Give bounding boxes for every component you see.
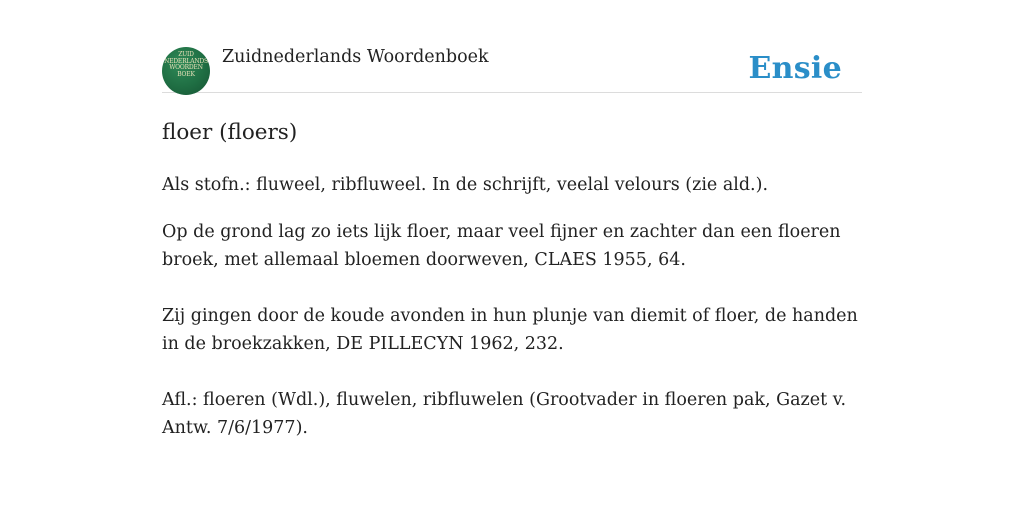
dictionary-logo bbox=[162, 47, 210, 95]
logo-line: BOEK bbox=[177, 70, 195, 78]
headword: floer (floers) bbox=[162, 120, 298, 145]
entry-card bbox=[162, 44, 862, 442]
source-name[interactable]: Zuidnederlands Woordenboek bbox=[222, 47, 489, 67]
logo-text bbox=[162, 52, 210, 78]
source-header bbox=[162, 44, 862, 93]
logo-line: ZUID bbox=[178, 51, 194, 58]
derivatives: Afl.: floeren (Wdl.), fluwelen, ribfluwelen (Grootvader in floeren pak, Gazet v. Antw. 7/6/1977). bbox=[162, 390, 847, 438]
definition: Als stofn.: fluweel, ribfluweel. In de schrijft, veelal velours (zie ald.). bbox=[162, 175, 769, 195]
logo-line: WOORDEN bbox=[169, 64, 203, 72]
example-quote: Zij gingen door de koude avonden in hun plunje van diemit of floer, de handen in de broekzakken, DE PILLECYN 1962, 232. bbox=[162, 306, 858, 354]
ensie-logo[interactable]: Ensie bbox=[748, 51, 842, 86]
example-quote: Op de grond lag zo iets lijk floer, maar veel fijner en zachter dan een floeren broek, met allemaal bloemen doorweven, CLAES 1955, 64. bbox=[162, 222, 841, 270]
logo-line: NEDERLANDS bbox=[164, 57, 208, 65]
